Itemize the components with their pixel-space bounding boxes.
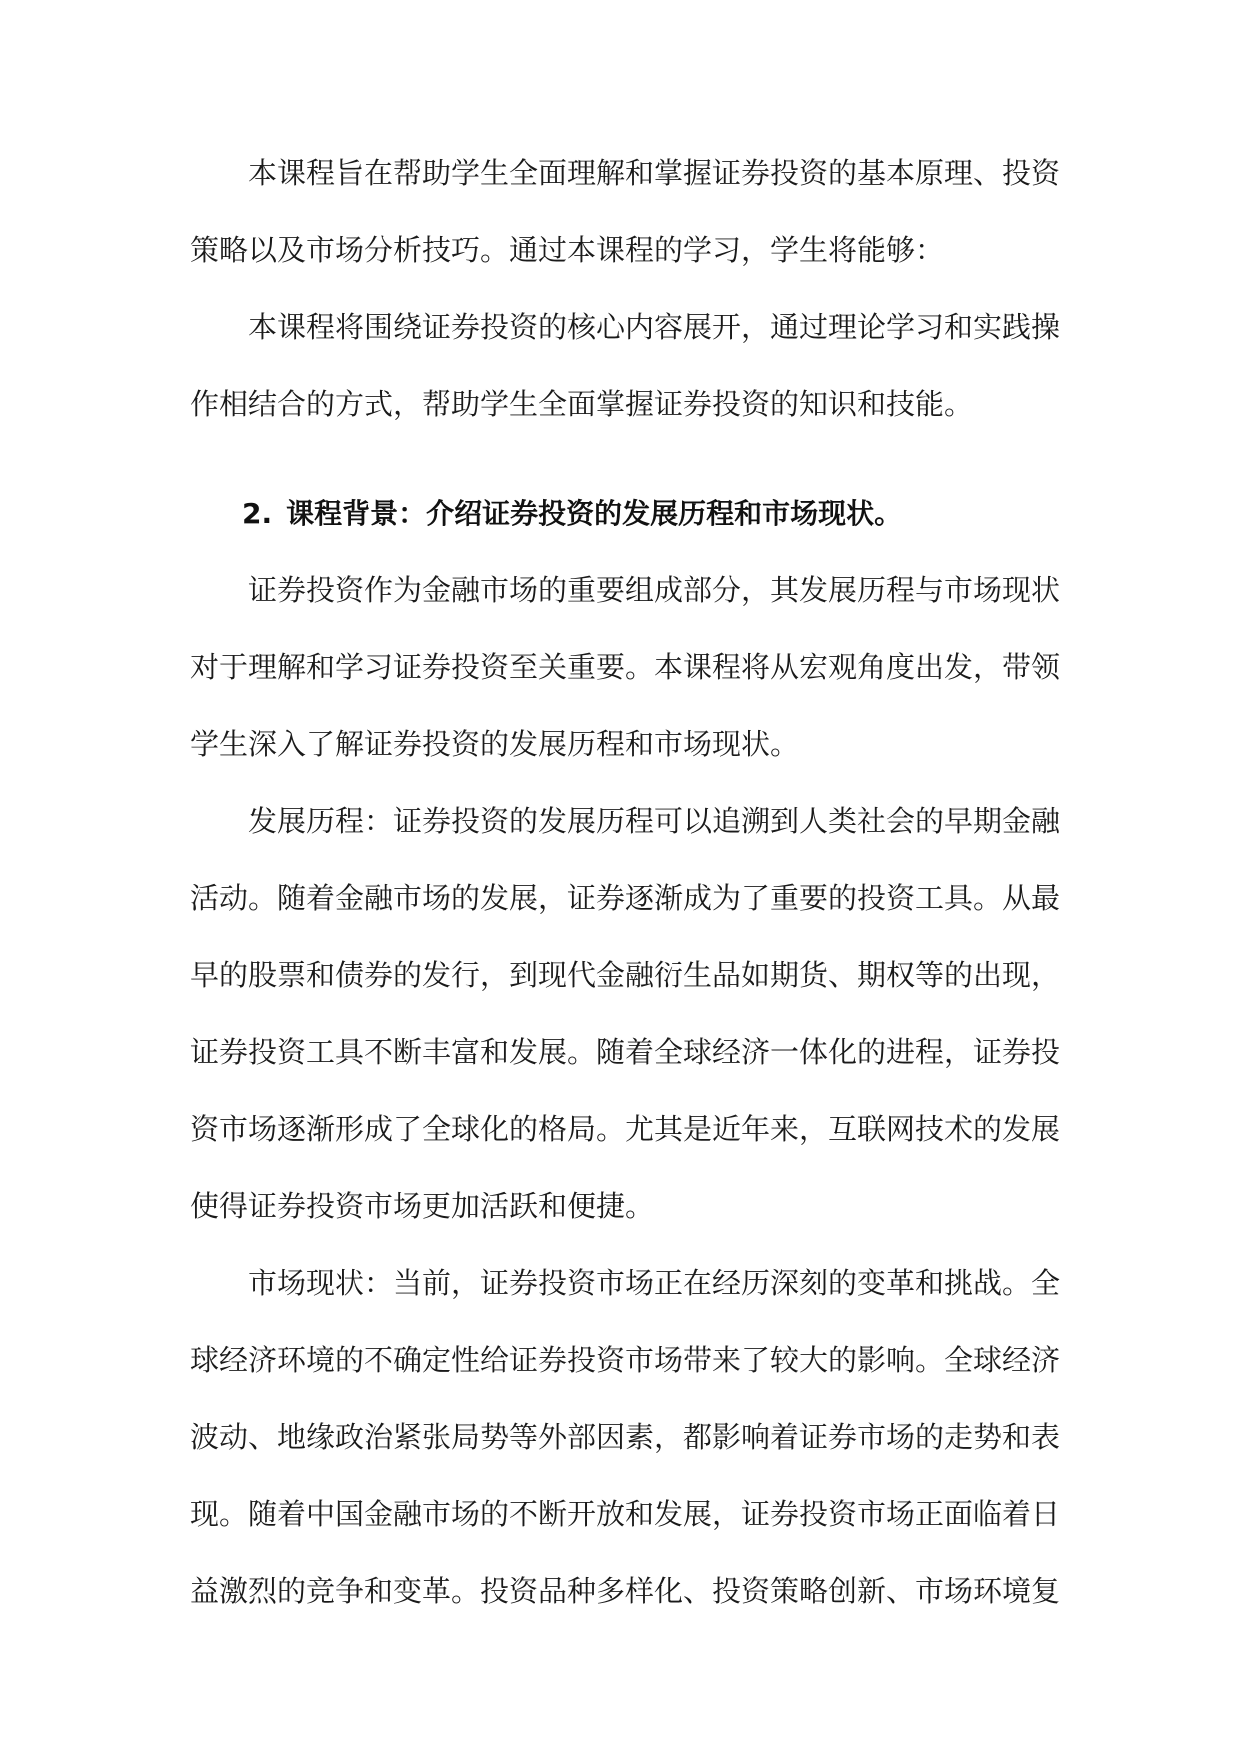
history-paragraph: 发展历程：证券投资的发展历程可以追溯到人类社会的早期金融活动。随着金融市场的发展，证券逐渐成为了重要的投资工具。从最早的股票和债券的发行，到现代金融衍生品如期货、期权等的出现，证券投资工具不断丰富和发展。随着全球经济一体化的进程，证券投资市场逐渐形成了全球化的格局。尤其是近年来，互联网技术的发展使得证券投资市场更加活跃和便捷。: [190, 804, 1061, 1223]
document-body: [190, 135, 1060, 1630]
background-paragraph: 证券投资作为金融市场的重要组成部分，其发展历程与市场现状对于理解和学习证券投资至关重要。本课程将从宏观角度出发，带领学生深入了解证券投资的发展历程和市场现状。: [190, 573, 1061, 761]
market-status-paragraph: 市场现状：当前，证券投资市场正在经历深刻的变革和挑战。全球经济环境的不确定性给证券投资市场带来了较大的影响。全球经济波动、地缘政治紧张局势等外部因素，都影响着证券市场的走势和表现。随着中国金融市场的不断开放和发展，证券投资市场正面临着日益激烈的竞争和变革。投资品种多样化、投资策略创新、市场环境复: [190, 1266, 1061, 1608]
intro-paragraph-1: 本课程旨在帮助学生全面理解和掌握证券投资的基本原理、投资策略以及市场分析技巧。通过本课程的学习，学生将能够：: [190, 156, 1061, 267]
intro-paragraph-2: 本课程将围绕证券投资的核心内容展开，通过理论学习和实践操作相结合的方式，帮助学生全面掌握证券投资的知识和技能。: [190, 310, 1061, 421]
section-number: 2.: [242, 497, 273, 530]
section-title: 课程背景：介绍证券投资的发展历程和市场现状。: [286, 497, 903, 530]
section-heading: [190, 475, 1060, 552]
